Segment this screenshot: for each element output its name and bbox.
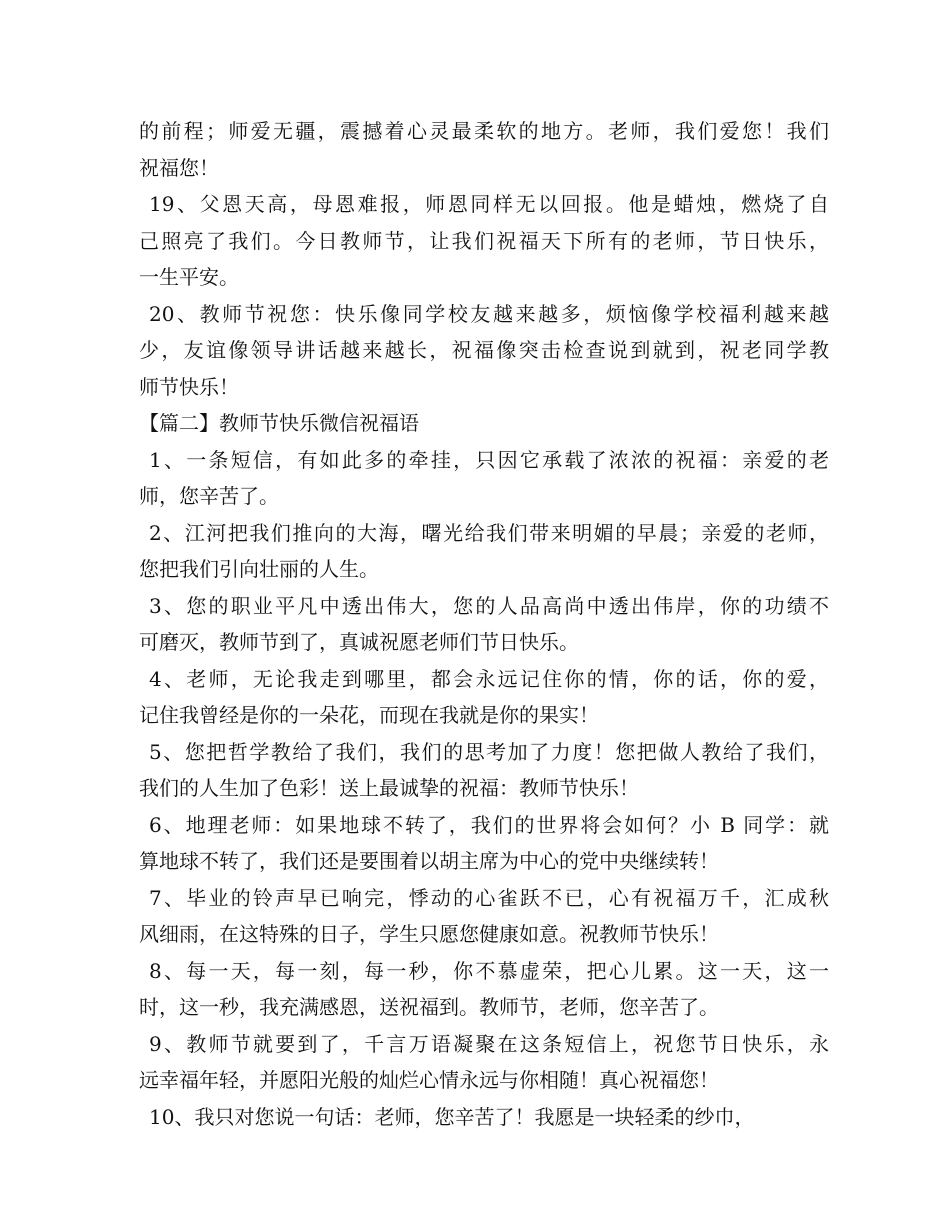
text-line: 的前程；师爱无疆，震撼着心灵最柔软的地方。老师，我们爱您！我们: [139, 119, 829, 143]
text-line: 5、您把哲学教给了我们，我们的思考加了力度！您把做人教给了我们，: [149, 739, 829, 764]
text-line: 远幸福年轻，并愿阳光般的灿烂心情永远与你相随！真心祝福您！: [139, 1068, 719, 1092]
text-line: 3、您的职业平凡中透出伟大，您的人品高尚中透出伟岸，你的功绩不: [149, 593, 829, 618]
text-line: 算地球不转了，我们还是要围着以胡主席为中心的党中央继续转！: [139, 849, 719, 873]
text-line: 可磨灭，教师节到了，真诚祝愿老师们节日快乐。: [139, 630, 579, 654]
text-line: 8、每一天，每一刻，每一秒，你不慕虚荣，把心儿累。这一天，这一: [149, 958, 829, 983]
text-line: 师节快乐！: [139, 374, 239, 399]
text-line: 20、教师节祝您：快乐像同学校友越来越多，烦恼像学校福利越来越: [149, 301, 829, 326]
text-line: 19、父恩天高，母恩难报，师恩同样无以回报。他是蜡烛，燃烧了自: [149, 192, 829, 216]
text-line: 记住我曾经是你的一朵花，而现在我就是你的果实！: [139, 703, 599, 727]
text-line: 少，友谊像领导讲话越来越长，祝福像突击检查说到就到，祝老同学教: [139, 338, 829, 362]
document-body: [139, 113, 829, 1135]
text-line: 6、地理老师：如果地球不转了，我们的世界将会如何？小 B 同学：就: [149, 812, 829, 837]
text-line: 师，您辛苦了。: [139, 484, 279, 508]
section-heading: 【篇二】教师节快乐微信祝福语: [139, 411, 419, 435]
text-line: 风细雨，在这特殊的日子，学生只愿您健康如意。祝教师节快乐！: [139, 922, 719, 946]
text-line: 时，这一秒，我充满感恩，送祝福到。教师节，老师，您辛苦了。: [139, 995, 719, 1019]
text-line: 9、教师节就要到了，千言万语凝聚在这条短信上，祝您节日快乐，永: [149, 1031, 829, 1056]
text-line: 2、江河把我们推向的大海，曙光给我们带来明媚的早晨；亲爱的老师，: [149, 520, 829, 545]
text-line: 祝福您！: [139, 155, 219, 180]
text-line: 1、一条短信，有如此多的牵挂，只因它承载了浓浓的祝福：亲爱的老: [149, 447, 829, 472]
text-line: 一生平安。: [139, 265, 239, 289]
text-line: 7、毕业的铃声早已响完，悸动的心雀跃不已，心有祝福万千，汇成秋: [149, 885, 829, 910]
text-line: 10、我只对您说一句话：老师，您辛苦了！我愿是一块轻柔的纱巾，: [149, 1104, 755, 1129]
text-line: 4、老师，无论我走到哪里，都会永远记住你的情，你的话，你的爱，: [149, 666, 829, 691]
text-line: 我们的人生加了色彩！送上最诚挚的祝福：教师节快乐！: [139, 776, 639, 800]
text-line: 己照亮了我们。今日教师节，让我们祝福天下所有的老师，节日快乐，: [139, 228, 829, 253]
text-line: 您把我们引向壮丽的人生。: [139, 557, 379, 581]
